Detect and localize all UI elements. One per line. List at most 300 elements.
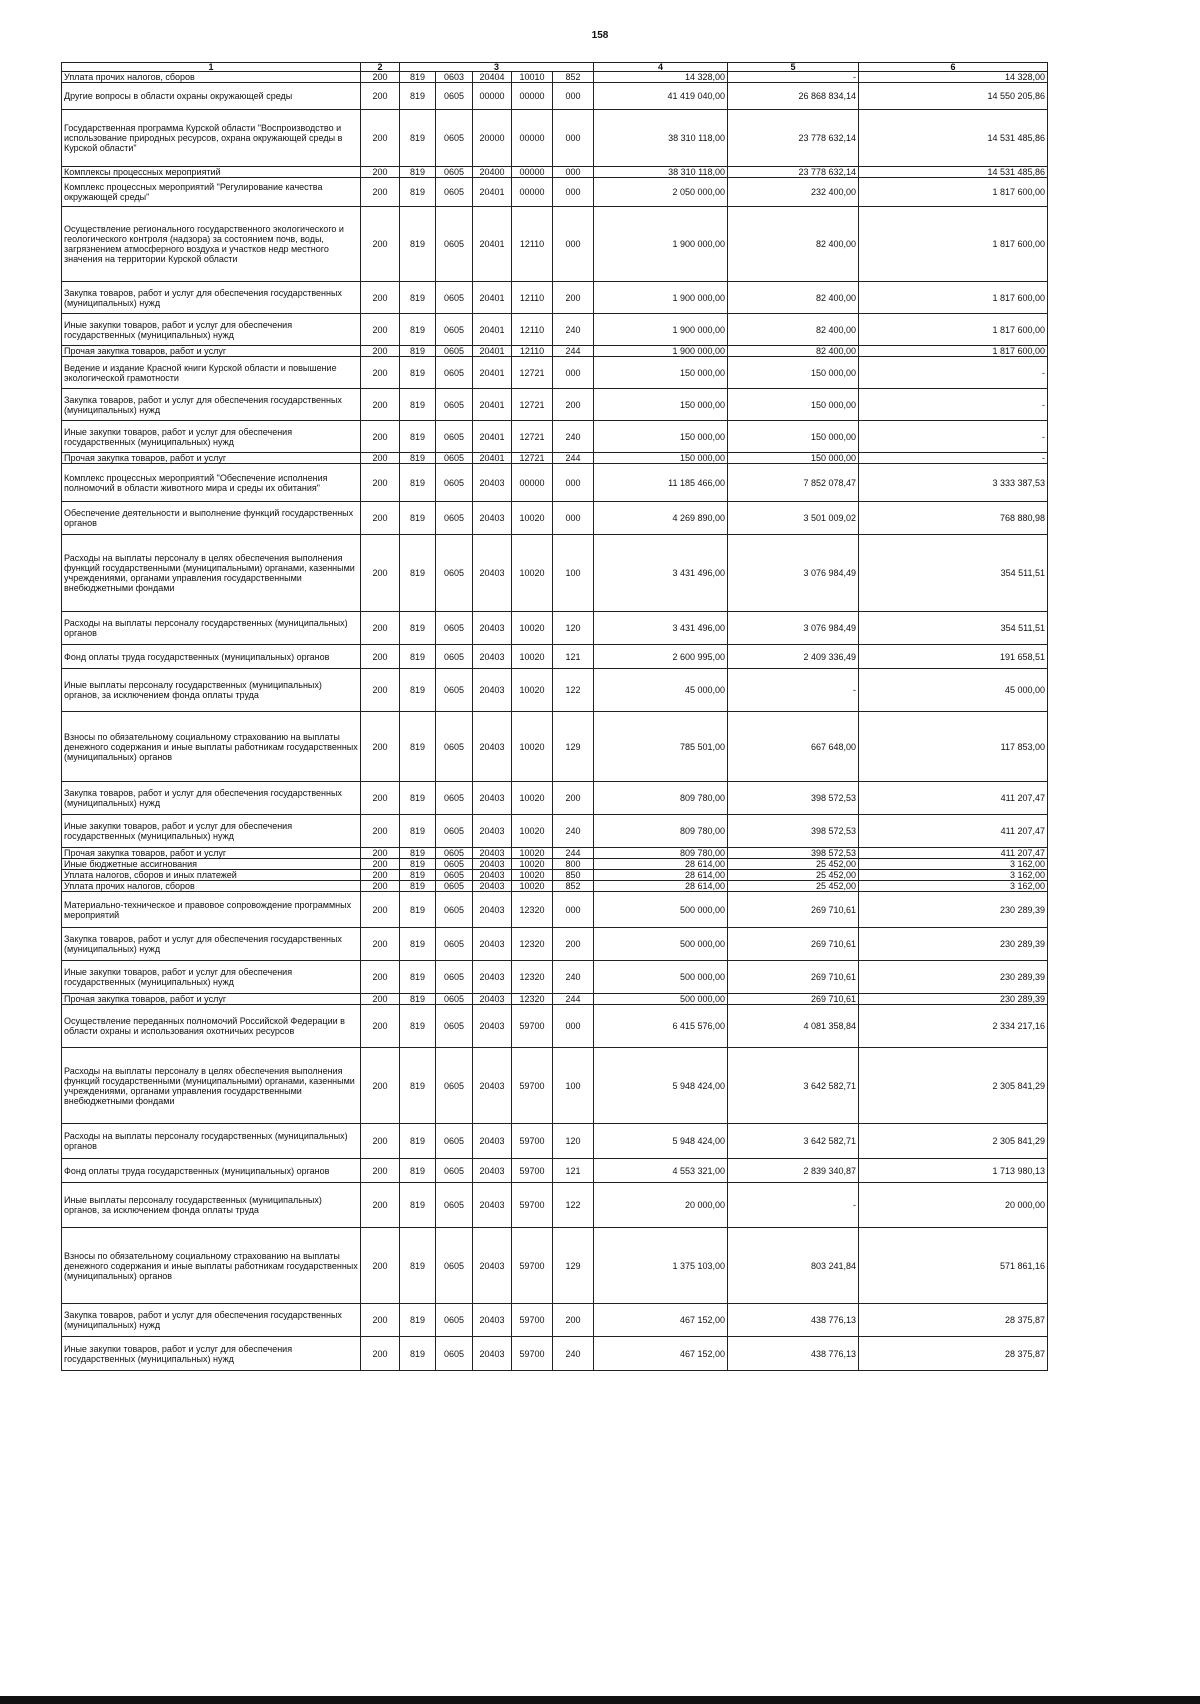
- row-name: Закупка товаров, работ и услуг для обеспечения государственных (муниципальных) нужд: [62, 782, 361, 815]
- amount-cell: 82 400,00: [728, 282, 859, 314]
- row-name: Закупка товаров, работ и услуг для обеспечения государственных (муниципальных) нужд: [62, 389, 361, 421]
- amount-cell: 2 050 000,00: [594, 178, 728, 207]
- row-name: Иные закупки товаров, работ и услуг для обеспечения государственных (муниципальных) нужд: [62, 421, 361, 453]
- code-cell: 200: [361, 1005, 400, 1048]
- amount-cell: 28 375,87: [859, 1337, 1048, 1371]
- amount-cell: 3 431 496,00: [594, 612, 728, 645]
- row-name: Прочая закупка товаров, работ и услуг: [62, 453, 361, 464]
- code-cell: 200: [361, 464, 400, 502]
- amount-cell: 354 511,51: [859, 612, 1048, 645]
- amount-cell: 5 948 424,00: [594, 1048, 728, 1124]
- code-cell: 10020: [512, 502, 553, 535]
- amount-cell: 232 400,00: [728, 178, 859, 207]
- code-cell: 200: [361, 207, 400, 282]
- row-name: Комплексы процессных мероприятий: [62, 167, 361, 178]
- table-row: [62, 961, 1048, 994]
- code-cell: 819: [400, 612, 436, 645]
- amount-cell: 230 289,39: [859, 994, 1048, 1005]
- code-cell: 12721: [512, 389, 553, 421]
- amount-cell: 150 000,00: [728, 453, 859, 464]
- amount-cell: 1 817 600,00: [859, 314, 1048, 346]
- code-cell: 12721: [512, 357, 553, 389]
- amount-cell: 2 305 841,29: [859, 1048, 1048, 1124]
- row-name: Расходы на выплаты персоналу государственных (муниципальных) органов: [62, 612, 361, 645]
- code-cell: 200: [553, 282, 594, 314]
- code-cell: 20403: [473, 535, 512, 612]
- code-cell: 819: [400, 1159, 436, 1183]
- amount-cell: 768 880,98: [859, 502, 1048, 535]
- code-cell: 819: [400, 502, 436, 535]
- code-cell: 0605: [436, 1337, 473, 1371]
- code-cell: 200: [553, 928, 594, 961]
- code-cell: 244: [553, 453, 594, 464]
- amount-cell: 3 162,00: [859, 881, 1048, 892]
- code-cell: 12721: [512, 453, 553, 464]
- code-cell: 00000: [512, 83, 553, 110]
- code-cell: 200: [361, 928, 400, 961]
- amount-cell: 354 511,51: [859, 535, 1048, 612]
- code-cell: 000: [553, 892, 594, 928]
- code-cell: 000: [553, 502, 594, 535]
- code-cell: 00000: [512, 464, 553, 502]
- code-cell: 819: [400, 1048, 436, 1124]
- code-cell: 0605: [436, 1159, 473, 1183]
- code-cell: 20403: [473, 502, 512, 535]
- code-cell: 819: [400, 669, 436, 712]
- code-cell: 20403: [473, 892, 512, 928]
- code-cell: 000: [553, 178, 594, 207]
- table-row: [62, 1228, 1048, 1304]
- amount-cell: 1 900 000,00: [594, 314, 728, 346]
- code-cell: 100: [553, 535, 594, 612]
- code-cell: 800: [553, 859, 594, 870]
- code-cell: 200: [361, 110, 400, 167]
- code-cell: 10020: [512, 870, 553, 881]
- code-cell: 240: [553, 815, 594, 848]
- table-row: [62, 1005, 1048, 1048]
- amount-cell: 1 900 000,00: [594, 346, 728, 357]
- code-cell: 20404: [473, 72, 512, 83]
- row-name: Иные закупки товаров, работ и услуг для обеспечения государственных (муниципальных) нужд: [62, 1337, 361, 1371]
- amount-cell: 398 572,53: [728, 815, 859, 848]
- row-name: Уплата налогов, сборов и иных платежей: [62, 870, 361, 881]
- code-cell: 120: [553, 1124, 594, 1159]
- amount-cell: 1 900 000,00: [594, 282, 728, 314]
- amount-cell: 230 289,39: [859, 961, 1048, 994]
- code-cell: 20403: [473, 881, 512, 892]
- amount-cell: 41 419 040,00: [594, 83, 728, 110]
- code-cell: 20401: [473, 282, 512, 314]
- code-cell: 0605: [436, 314, 473, 346]
- code-cell: 129: [553, 1228, 594, 1304]
- row-name: Расходы на выплаты персоналу государственных (муниципальных) органов: [62, 1124, 361, 1159]
- code-cell: 0605: [436, 453, 473, 464]
- code-cell: 819: [400, 389, 436, 421]
- code-cell: 0605: [436, 1183, 473, 1228]
- code-cell: 0605: [436, 167, 473, 178]
- code-cell: 819: [400, 421, 436, 453]
- code-cell: 000: [553, 464, 594, 502]
- code-cell: 20403: [473, 848, 512, 859]
- code-cell: 200: [361, 282, 400, 314]
- amount-cell: 809 780,00: [594, 815, 728, 848]
- table-row: [62, 357, 1048, 389]
- code-cell: 200: [361, 881, 400, 892]
- code-cell: 200: [361, 1048, 400, 1124]
- amount-cell: 20 000,00: [859, 1183, 1048, 1228]
- code-cell: 0605: [436, 994, 473, 1005]
- code-cell: 0605: [436, 535, 473, 612]
- amount-cell: -: [859, 421, 1048, 453]
- amount-cell: 23 778 632,14: [728, 167, 859, 178]
- amount-cell: 1 713 980,13: [859, 1159, 1048, 1183]
- table-row: [62, 346, 1048, 357]
- code-cell: 00000: [512, 178, 553, 207]
- code-cell: 12320: [512, 892, 553, 928]
- code-cell: 0605: [436, 848, 473, 859]
- code-cell: 240: [553, 421, 594, 453]
- code-cell: 819: [400, 464, 436, 502]
- row-name: Расходы на выплаты персоналу в целях обеспечения выполнения функций государственными (муниципальными) органами, казенными учреждениями, органами управления государственными внебюджетными фондами: [62, 535, 361, 612]
- table-row: [62, 1337, 1048, 1371]
- table-row: [62, 782, 1048, 815]
- amount-cell: 150 000,00: [728, 357, 859, 389]
- amount-cell: 785 501,00: [594, 712, 728, 782]
- code-cell: 121: [553, 1159, 594, 1183]
- code-cell: 20403: [473, 994, 512, 1005]
- table-row: [62, 314, 1048, 346]
- code-cell: 20401: [473, 389, 512, 421]
- code-cell: 200: [361, 612, 400, 645]
- code-cell: 200: [361, 645, 400, 669]
- amount-cell: 467 152,00: [594, 1337, 728, 1371]
- code-cell: 200: [361, 1228, 400, 1304]
- code-cell: 20403: [473, 1159, 512, 1183]
- code-cell: 200: [361, 712, 400, 782]
- code-cell: 10020: [512, 669, 553, 712]
- row-name: Осуществление переданных полномочий Российской Федерации в области охраны и использования охотничьих ресурсов: [62, 1005, 361, 1048]
- table-row: [62, 859, 1048, 870]
- code-cell: 0605: [436, 881, 473, 892]
- amount-cell: 269 710,61: [728, 928, 859, 961]
- amount-cell: 2 305 841,29: [859, 1124, 1048, 1159]
- code-cell: 819: [400, 314, 436, 346]
- code-cell: 819: [400, 453, 436, 464]
- amount-cell: 3 642 582,71: [728, 1048, 859, 1124]
- amount-cell: 45 000,00: [859, 669, 1048, 712]
- amount-cell: 230 289,39: [859, 928, 1048, 961]
- table-row: [62, 1183, 1048, 1228]
- amount-cell: 82 400,00: [728, 314, 859, 346]
- code-cell: 200: [361, 892, 400, 928]
- amount-cell: 269 710,61: [728, 994, 859, 1005]
- amount-cell: 467 152,00: [594, 1304, 728, 1337]
- code-cell: 59700: [512, 1304, 553, 1337]
- amount-cell: 38 310 118,00: [594, 110, 728, 167]
- code-cell: 20403: [473, 782, 512, 815]
- code-cell: 20401: [473, 314, 512, 346]
- table-row: [62, 712, 1048, 782]
- amount-cell: 14 328,00: [859, 72, 1048, 83]
- code-cell: 200: [553, 389, 594, 421]
- code-cell: 819: [400, 961, 436, 994]
- amount-cell: 500 000,00: [594, 892, 728, 928]
- code-cell: 00000: [512, 110, 553, 167]
- code-cell: 200: [361, 389, 400, 421]
- code-cell: 819: [400, 881, 436, 892]
- code-cell: 819: [400, 357, 436, 389]
- amount-cell: 82 400,00: [728, 346, 859, 357]
- code-cell: 20403: [473, 1337, 512, 1371]
- budget-table: [61, 62, 1048, 1371]
- code-cell: 20401: [473, 421, 512, 453]
- code-cell: 0605: [436, 1048, 473, 1124]
- row-name: Обеспечение деятельности и выполнение функций государственных органов: [62, 502, 361, 535]
- code-cell: 200: [361, 178, 400, 207]
- column-number-row: [62, 63, 1048, 72]
- code-cell: 0605: [436, 207, 473, 282]
- code-cell: 20403: [473, 1124, 512, 1159]
- code-cell: 120: [553, 612, 594, 645]
- code-cell: 200: [361, 669, 400, 712]
- amount-cell: 28 375,87: [859, 1304, 1048, 1337]
- amount-cell: 230 289,39: [859, 892, 1048, 928]
- table-row: [62, 83, 1048, 110]
- code-cell: 20403: [473, 1048, 512, 1124]
- table-row: [62, 502, 1048, 535]
- code-cell: 0605: [436, 961, 473, 994]
- amount-cell: 150 000,00: [594, 389, 728, 421]
- amount-cell: 28 614,00: [594, 881, 728, 892]
- code-cell: 240: [553, 1337, 594, 1371]
- code-cell: 0605: [436, 1124, 473, 1159]
- amount-cell: 500 000,00: [594, 928, 728, 961]
- code-cell: 59700: [512, 1228, 553, 1304]
- code-cell: 819: [400, 1228, 436, 1304]
- amount-cell: 14 531 485,86: [859, 110, 1048, 167]
- row-name: Закупка товаров, работ и услуг для обеспечения государственных (муниципальных) нужд: [62, 282, 361, 314]
- code-cell: 852: [553, 72, 594, 83]
- row-name: Фонд оплаты труда государственных (муниципальных) органов: [62, 1159, 361, 1183]
- code-cell: 819: [400, 782, 436, 815]
- row-name: Расходы на выплаты персоналу в целях обеспечения выполнения функций государственными (муниципальными) органами, казенными учреждениями, органами управления государственными внебюджетными фондами: [62, 1048, 361, 1124]
- row-name: Фонд оплаты труда государственных (муниципальных) органов: [62, 645, 361, 669]
- table-row: [62, 1048, 1048, 1124]
- amount-cell: -: [728, 72, 859, 83]
- table-row: [62, 994, 1048, 1005]
- code-cell: 20400: [473, 167, 512, 178]
- amount-cell: 25 452,00: [728, 859, 859, 870]
- code-cell: 12110: [512, 346, 553, 357]
- code-cell: 000: [553, 1005, 594, 1048]
- code-cell: 200: [361, 72, 400, 83]
- code-cell: 0605: [436, 815, 473, 848]
- code-cell: 0605: [436, 645, 473, 669]
- code-cell: 20403: [473, 859, 512, 870]
- code-cell: 100: [553, 1048, 594, 1124]
- code-cell: 0605: [436, 502, 473, 535]
- amount-cell: 3 501 009,02: [728, 502, 859, 535]
- code-cell: 200: [361, 815, 400, 848]
- code-cell: 000: [553, 207, 594, 282]
- code-cell: 00000: [512, 167, 553, 178]
- code-cell: 819: [400, 870, 436, 881]
- code-cell: 20403: [473, 669, 512, 712]
- amount-cell: 809 780,00: [594, 848, 728, 859]
- table-row: [62, 167, 1048, 178]
- code-cell: 819: [400, 1337, 436, 1371]
- table-row: [62, 421, 1048, 453]
- row-name: Комплекс процессных мероприятий "Регулирование качества окружающей среды": [62, 178, 361, 207]
- code-cell: 10020: [512, 712, 553, 782]
- code-cell: 850: [553, 870, 594, 881]
- table-row: [62, 1124, 1048, 1159]
- amount-cell: 3 076 984,49: [728, 535, 859, 612]
- code-cell: 0605: [436, 1304, 473, 1337]
- amount-cell: -: [728, 669, 859, 712]
- page-number: 158: [591, 30, 609, 41]
- code-cell: 244: [553, 994, 594, 1005]
- code-cell: 20401: [473, 453, 512, 464]
- code-cell: 0605: [436, 859, 473, 870]
- code-cell: 121: [553, 645, 594, 669]
- amount-cell: -: [859, 357, 1048, 389]
- table-row: [62, 892, 1048, 928]
- code-cell: 200: [361, 421, 400, 453]
- code-cell: 819: [400, 1304, 436, 1337]
- code-cell: 200: [553, 782, 594, 815]
- code-cell: 200: [361, 859, 400, 870]
- table-row: [62, 535, 1048, 612]
- code-cell: 59700: [512, 1183, 553, 1228]
- amount-cell: 14 550 205,86: [859, 83, 1048, 110]
- amount-cell: 14 328,00: [594, 72, 728, 83]
- row-name: Осуществление регионального государственного экологического и геологического контроля (надзора) за состоянием почв, воды, загрязнением атмосферного воздуха и участков недр местного значения на территории Курской области: [62, 207, 361, 282]
- amount-cell: 28 614,00: [594, 859, 728, 870]
- code-cell: 0605: [436, 1005, 473, 1048]
- row-name: Материально-техническое и правовое сопровождение программных мероприятий: [62, 892, 361, 928]
- amount-cell: 14 531 485,86: [859, 167, 1048, 178]
- code-cell: 819: [400, 815, 436, 848]
- amount-cell: 500 000,00: [594, 994, 728, 1005]
- code-cell: 20403: [473, 870, 512, 881]
- code-cell: 20403: [473, 464, 512, 502]
- amount-cell: 3 162,00: [859, 870, 1048, 881]
- amount-cell: 4 081 358,84: [728, 1005, 859, 1048]
- code-cell: 20401: [473, 207, 512, 282]
- code-cell: 819: [400, 1005, 436, 1048]
- code-cell: 10020: [512, 881, 553, 892]
- code-cell: 200: [361, 1337, 400, 1371]
- amount-cell: -: [859, 453, 1048, 464]
- code-cell: 819: [400, 1124, 436, 1159]
- code-cell: 819: [400, 848, 436, 859]
- code-cell: 59700: [512, 1159, 553, 1183]
- amount-cell: 45 000,00: [594, 669, 728, 712]
- table-row: [62, 178, 1048, 207]
- code-cell: 20401: [473, 346, 512, 357]
- row-name: Иные выплаты персоналу государственных (муниципальных) органов, за исключением фонда оплаты труда: [62, 669, 361, 712]
- code-cell: 200: [361, 314, 400, 346]
- code-cell: 0605: [436, 389, 473, 421]
- amount-cell: 23 778 632,14: [728, 110, 859, 167]
- code-cell: 20401: [473, 357, 512, 389]
- table-row: [62, 282, 1048, 314]
- code-cell: 20403: [473, 1304, 512, 1337]
- code-cell: 10020: [512, 535, 553, 612]
- amount-cell: 6 415 576,00: [594, 1005, 728, 1048]
- code-cell: 819: [400, 167, 436, 178]
- code-cell: 200: [361, 535, 400, 612]
- table-row: [62, 870, 1048, 881]
- code-cell: 20000: [473, 110, 512, 167]
- code-cell: 200: [361, 167, 400, 178]
- code-cell: 000: [553, 83, 594, 110]
- table-row: [62, 645, 1048, 669]
- code-cell: 819: [400, 892, 436, 928]
- row-name: Закупка товаров, работ и услуг для обеспечения государственных (муниципальных) нужд: [62, 928, 361, 961]
- code-cell: 0605: [436, 282, 473, 314]
- table-row: [62, 464, 1048, 502]
- amount-cell: 1 817 600,00: [859, 178, 1048, 207]
- amount-cell: 3 333 387,53: [859, 464, 1048, 502]
- code-cell: 200: [361, 346, 400, 357]
- code-cell: 20403: [473, 1228, 512, 1304]
- amount-cell: 150 000,00: [728, 389, 859, 421]
- code-cell: 200: [361, 848, 400, 859]
- amount-cell: 411 207,47: [859, 848, 1048, 859]
- table-row: [62, 1159, 1048, 1183]
- table-row: [62, 1304, 1048, 1337]
- code-cell: 852: [553, 881, 594, 892]
- code-cell: 20403: [473, 1183, 512, 1228]
- code-cell: 819: [400, 83, 436, 110]
- amount-cell: 809 780,00: [594, 782, 728, 815]
- code-cell: 59700: [512, 1337, 553, 1371]
- code-cell: 10020: [512, 859, 553, 870]
- amount-cell: 38 310 118,00: [594, 167, 728, 178]
- amount-cell: -: [859, 389, 1048, 421]
- amount-cell: 191 658,51: [859, 645, 1048, 669]
- code-cell: 0605: [436, 870, 473, 881]
- scan-border: [0, 1696, 1200, 1704]
- amount-cell: 1 817 600,00: [859, 207, 1048, 282]
- code-cell: 0605: [436, 928, 473, 961]
- code-cell: 20403: [473, 928, 512, 961]
- amount-cell: 150 000,00: [728, 421, 859, 453]
- code-cell: 244: [553, 346, 594, 357]
- code-cell: 20403: [473, 612, 512, 645]
- code-cell: 10020: [512, 782, 553, 815]
- code-cell: 12320: [512, 928, 553, 961]
- code-cell: 200: [361, 782, 400, 815]
- amount-cell: 2 409 336,49: [728, 645, 859, 669]
- table-row: [62, 928, 1048, 961]
- code-cell: 0603: [436, 72, 473, 83]
- row-name: Государственная программа Курской области "Воспроизводство и использование природных ресурсов, охрана окружающей среды в Курской области": [62, 110, 361, 167]
- amount-cell: 28 614,00: [594, 870, 728, 881]
- amount-cell: 571 861,16: [859, 1228, 1048, 1304]
- row-name: Взносы по обязательному социальному страхованию на выплаты денежного содержания и иные выплаты работникам государственных (муниципальных) органов: [62, 712, 361, 782]
- code-cell: 819: [400, 928, 436, 961]
- code-cell: 122: [553, 669, 594, 712]
- amount-cell: 1 817 600,00: [859, 282, 1048, 314]
- row-name: Иные бюджетные ассигнования: [62, 859, 361, 870]
- code-cell: 59700: [512, 1005, 553, 1048]
- code-cell: 200: [361, 994, 400, 1005]
- code-cell: 819: [400, 859, 436, 870]
- amount-cell: 398 572,53: [728, 848, 859, 859]
